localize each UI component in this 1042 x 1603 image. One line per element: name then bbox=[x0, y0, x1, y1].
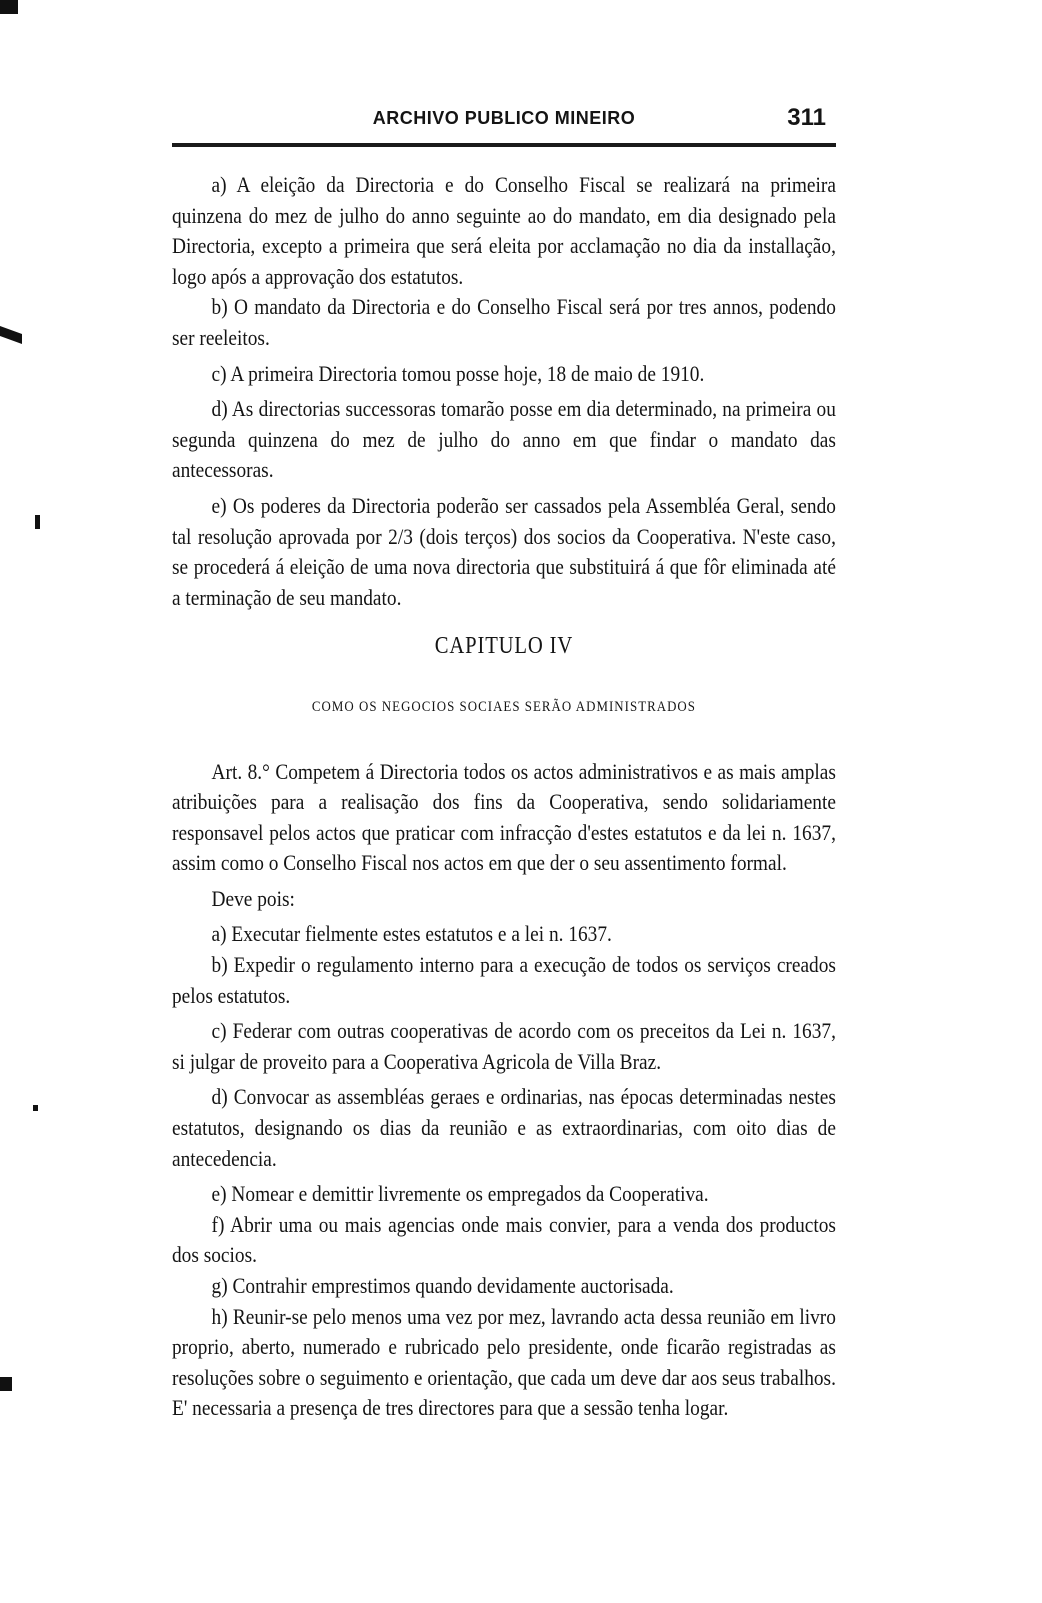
body-text bbox=[172, 170, 836, 1424]
scan-dot bbox=[35, 515, 40, 529]
page-number: 311 bbox=[787, 104, 826, 131]
article-intro: Deve pois: bbox=[211, 885, 295, 911]
paragraph-d: d) As directorias successoras tomarão posse em dia determinado, na primeira ou segunda quinzena do mez de julho do anno em que findar o mandato das antecessoras. bbox=[172, 396, 836, 483]
chapter-title: CAPITULO IV bbox=[434, 633, 574, 660]
scan-mark-top-left bbox=[0, 0, 18, 14]
scan-mark-left bbox=[0, 326, 22, 344]
list-item-d: d) Convocar as assembléas geraes e ordinarias, nas épocas determinadas nestes estatutos, designando os dias da reunião e as extraordinarias, com oito dias de antecedencia. bbox=[172, 1084, 836, 1171]
running-header bbox=[172, 104, 836, 138]
header-title: ARCHIVO PUBLICO MINEIRO bbox=[372, 108, 636, 128]
header-rule bbox=[172, 143, 836, 147]
paragraph-e: e) Os poderes da Directoria poderão ser cassados pela Assembléa Geral, sendo tal resolução aprovada por 2/3 (dois terços) dos socios da Cooperativa. N'este caso, se procederá á eleição de uma nova directoria que substituirá á que fôr eliminada até a terminação de seu mandato. bbox=[172, 492, 836, 610]
chapter-subtitle: COMO OS NEGOCIOS SOCIAES SERÃO ADMINISTRADOS bbox=[311, 698, 696, 715]
list-item-c: c) Federar com outras cooperativas de acordo com os preceitos da Lei n. 1637, si julgar de proveito para a Cooperativa Agricola de Villa Braz. bbox=[172, 1018, 836, 1074]
paragraph-a: a) A eleição da Directoria e do Conselho Fiscal se realizará na primeira quinzena do mez de julho do anno seguinte ao do mandato, em dia designado pela Directoria, excepto a primeira que será eleita por acclamação no dia da installação, logo após a approvação dos estatutos. bbox=[172, 172, 836, 289]
list-item-h: h) Reunir-se pelo menos uma vez por mez, lavrando acta dessa reunião em livro proprio, aberto, numerado e rubricado pelo presidente, onde ficarão registradas as resoluções sobre o seguimento e orientação, que cada um deve dar aos seus trabalhos. E' necessaria a presença de tres directores para que a sessão tenha logar. bbox=[172, 1303, 836, 1421]
list-item-b: b) Expedir o regulamento interno para a execução de todos os serviços creados pelos estatutos. bbox=[172, 952, 836, 1008]
scan-dot bbox=[33, 1105, 38, 1111]
list-item-e: e) Nomear e demittir livremente os empregados da Cooperativa. bbox=[211, 1181, 709, 1207]
paragraph-b: b) O mandato da Directoria e do Conselho Fiscal será por tres annos, podendo ser reeleitos. bbox=[172, 294, 836, 350]
scan-mark-left bbox=[0, 1377, 12, 1391]
list-item-a: a) Executar fielmente estes estatutos e a lei n. 1637. bbox=[211, 921, 612, 947]
list-item-f: f) Abrir uma ou mais agencias onde mais convier, para a venda dos productos dos socios. bbox=[172, 1211, 836, 1268]
list-item-g: g) Contrahir emprestimos quando devidamente auctorisada. bbox=[211, 1273, 674, 1298]
article-8: Art. 8.° Competem á Directoria todos os actos administrativos e as mais amplas atribuições para a realisação dos fins da Cooperativa, sendo solidariamente responsavel pelos actos que praticar com infracção d'estes estatutos e da lei n. 1637, assim como o Conselho Fiscal nos actos em que der o seu assentimento formal. bbox=[172, 758, 836, 876]
paragraph-c: c) A primeira Directoria tomou posse hoje, 18 de maio de 1910. bbox=[211, 360, 705, 386]
